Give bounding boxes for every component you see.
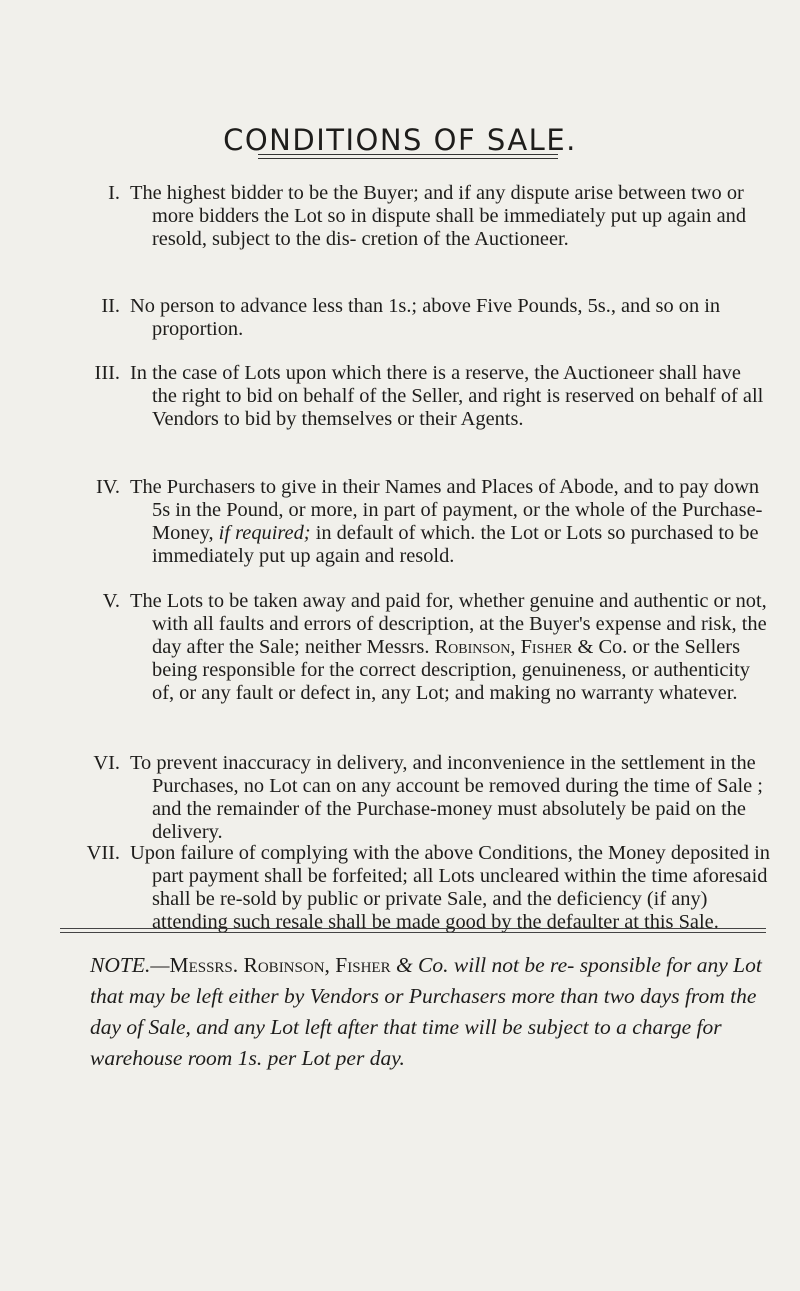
condition-text-part: The Lots to be taken away and paid for, whether genuine and authentic or not, with all faults and errors of description, at the Buyer's expense and risk, the day after the Sale; neither Messrs. [130, 590, 767, 658]
condition-7 [60, 842, 770, 934]
condition-text [130, 476, 770, 568]
condition-number: IV. [96, 476, 120, 498]
condition-text-part: & Co. or the Sellers being responsible for the correct description, genuineness, or authenticity of, or any fault or defect in, any Lot; and making no warranty whatever. [152, 636, 750, 704]
condition-text: Upon failure of complying with the above Conditions, the Money deposited in part payment shall be forfeited; all Lots uncleared within the time aforesaid shall be re-sold by public or private Sale, and the deficiency (if any) attending such resale shall be made good by the defaulter at this Sale. [130, 842, 770, 933]
condition-1 [60, 182, 770, 251]
condition-number: VI. [93, 752, 120, 774]
firm-name: Messrs. Robinson, Fisher [169, 953, 391, 977]
condition-text [130, 590, 770, 705]
condition-3 [60, 362, 770, 431]
condition-text-italic: if required; [218, 522, 311, 544]
firm-name: Robinson, Fisher [434, 636, 573, 658]
condition-number: II. [101, 295, 120, 317]
condition-4 [60, 476, 770, 568]
condition-number: I. [108, 182, 120, 204]
title-rule [258, 158, 558, 159]
condition-text: No person to advance less than 1s.; above Five Pounds, 5s., and so on in proportion. [130, 295, 721, 340]
title-rule [258, 154, 558, 155]
condition-text-part: The Purchasers to give in their Names and Places of Abode, and to pay down 5s in the Pound, or more, in part of payment, or the whole of the Purchase-Money, [130, 476, 763, 544]
condition-5 [60, 590, 770, 705]
condition-2 [60, 295, 770, 341]
condition-text-part: in default of which. the Lot or Lots so purchased to be immediately put up again and resold. [152, 522, 759, 567]
footnote-text: & Co. will not be re- sponsible for any Lot that may be left either by Vendors or Purchasers more than two days from the day of Sale, and any Lot left after that time will be subject to a charge for warehouse room 1s. per Lot per day. [90, 953, 762, 1070]
page-title: CONDITIONS OF SALE. [223, 123, 577, 158]
condition-text: To prevent inaccuracy in delivery, and inconvenience in the settlement in the Purchases, no Lot can on any account be removed during the time of Sale ; and the remainder of the Purchase-money must absolutely be paid on the delivery. [130, 752, 763, 843]
footnote-lead: NOTE.— [90, 953, 170, 977]
footnote [90, 950, 770, 1074]
condition-text: The highest bidder to be the Buyer; and if any dispute arise between two or more bidders the Lot so in dispute shall be immediately put up again and resold, subject to the dis- cretion of the Auctioneer. [130, 182, 747, 250]
section-rule [60, 932, 766, 933]
condition-number: VII. [86, 842, 120, 864]
condition-text: In the case of Lots upon which there is a reserve, the Auctioneer shall have the right to bid on behalf of the Seller, and right is reserved on behalf of all Vendors to bid by themselves or their Agents. [130, 362, 764, 430]
condition-6 [60, 752, 770, 844]
section-rule [60, 928, 766, 929]
condition-number: III. [94, 362, 120, 384]
condition-number: V. [102, 590, 120, 612]
